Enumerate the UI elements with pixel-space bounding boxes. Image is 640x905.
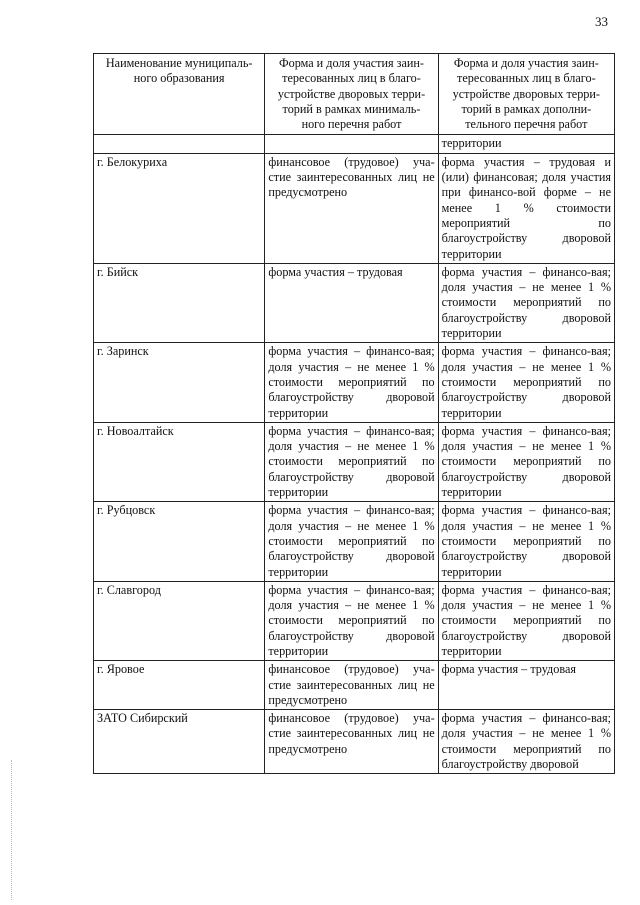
table-row (94, 502, 615, 581)
table-row (94, 581, 615, 660)
table-row (94, 135, 615, 153)
municipality-name: г. Заринск (94, 343, 265, 422)
margin-mark (11, 760, 13, 900)
header-municipality: Наименование муниципаль- ного образования (94, 54, 265, 135)
additional-list-participation: форма участия – финансо-вая; доля участия – не менее 1 % стоимости мероприятий по благоустройству дворовой территории (438, 422, 614, 501)
municipality-name: г. Белокуриха (94, 153, 265, 263)
municipality-name: г. Яровое (94, 661, 265, 710)
table-cell (265, 135, 438, 153)
participation-table (93, 53, 615, 774)
table-row (94, 710, 615, 774)
minimal-list-participation: форма участия – финансо-вая; доля участия – не менее 1 % стоимости мероприятий по благоустройству дворовой территории (265, 581, 438, 660)
municipality-name: ЗАТО Сибирский (94, 710, 265, 774)
table-row (94, 153, 615, 263)
header-minimal-list: Форма и доля участия заин- тересованных лиц в благо- устройстве дворовых терри- торий в рамках минималь- ного перечня работ (265, 54, 438, 135)
municipality-name: г. Бийск (94, 263, 265, 342)
municipality-name: г. Рубцовск (94, 502, 265, 581)
minimal-list-participation: форма участия – трудовая (265, 263, 438, 342)
minimal-list-participation: форма участия – финансо-вая; доля участия – не менее 1 % стоимости мероприятий по благоустройству дворовой территории (265, 343, 438, 422)
table-row (94, 661, 615, 710)
minimal-list-participation: финансовое (трудовое) уча-стие заинтересованных лиц не предусмотрено (265, 710, 438, 774)
minimal-list-participation: форма участия – финансо-вая; доля участия – не менее 1 % стоимости мероприятий по благоустройству дворовой территории (265, 502, 438, 581)
minimal-list-participation: форма участия – финансо-вая; доля участия – не менее 1 % стоимости мероприятий по благоустройству дворовой территории (265, 422, 438, 501)
additional-list-participation: форма участия – финансо-вая; доля участия – не менее 1 % стоимости мероприятий по благоустройству дворовой территории (438, 343, 614, 422)
additional-list-participation: форма участия – финансо-вая; доля участия – не менее 1 % стоимости мероприятий по благоустройству дворовой (438, 710, 614, 774)
municipality-name: г. Новоалтайск (94, 422, 265, 501)
minimal-list-participation: финансовое (трудовое) уча-стие заинтересованных лиц не предусмотрено (265, 661, 438, 710)
additional-list-participation: форма участия – трудовая и (или) финансовая; доля участия при финансо-вой форме – не менее 1 % стоимости мероприятий по благоустройству дворовой территории (438, 153, 614, 263)
table-row (94, 422, 615, 501)
minimal-list-participation: финансовое (трудовое) уча-стие заинтересованных лиц не предусмотрено (265, 153, 438, 263)
table-header-row (94, 54, 615, 135)
page-number: 33 (595, 14, 608, 29)
additional-list-participation: форма участия – трудовая (438, 661, 614, 710)
header-additional-list: Форма и доля участия заин- тересованных лиц в благо- устройстве дворовых терри- торий в рамках дополни- тельного перечня работ (438, 54, 614, 135)
municipality-name: г. Славгород (94, 581, 265, 660)
table-row (94, 343, 615, 422)
table-cell: территории (438, 135, 614, 153)
table-cell (94, 135, 265, 153)
table-row (94, 263, 615, 342)
additional-list-participation: форма участия – финансо-вая; доля участия – не менее 1 % стоимости мероприятий по благоустройству дворовой территории (438, 502, 614, 581)
additional-list-participation: форма участия – финансо-вая; доля участия – не менее 1 % стоимости мероприятий по благоустройству дворовой территории (438, 263, 614, 342)
additional-list-participation: форма участия – финансо-вая; доля участия – не менее 1 % стоимости мероприятий по благоустройству дворовой территории (438, 581, 614, 660)
